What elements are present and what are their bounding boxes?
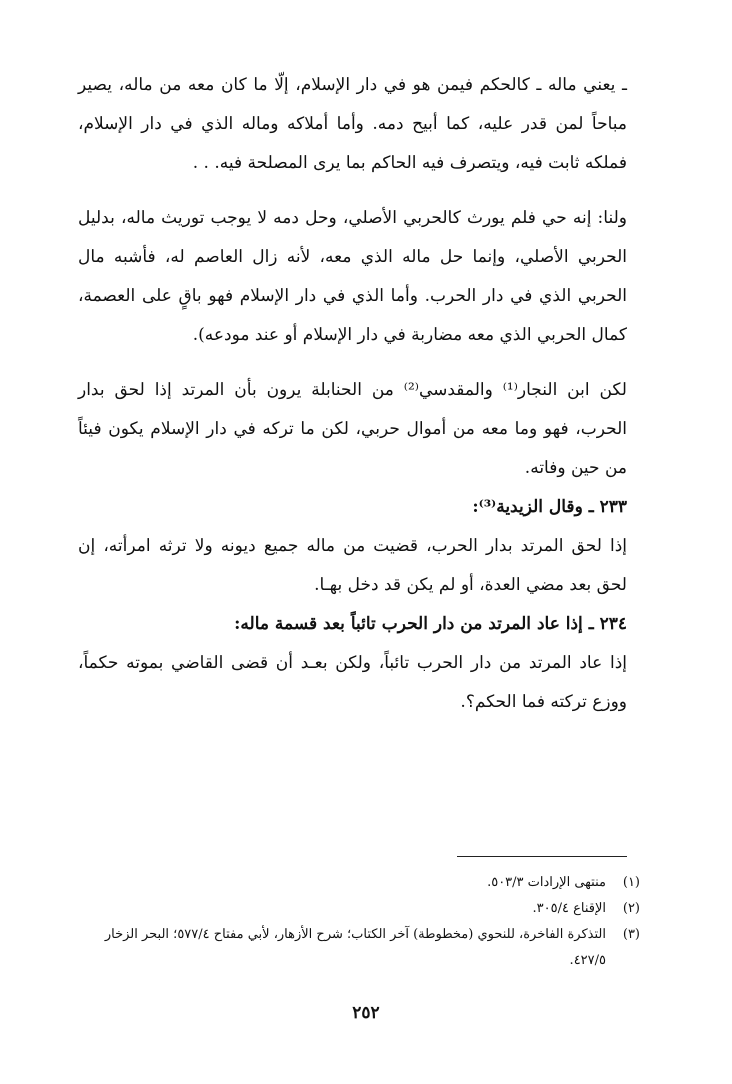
footnote-number: (١) [622, 875, 640, 890]
page-number: ٢٥٢ [352, 1003, 380, 1023]
footnote-number: (٣) [622, 927, 640, 942]
paragraph-4: إذا لحق المرتد بدار الحرب، قضيت من ماله جميع ديونه ولا ترثه امرأته، إن لحق بعد مضي العدة، أو لم يكن قد دخل بهـا. [78, 536, 627, 595]
footnote-text: التذكرة الفاخرة، للنحوي (مخطوطة) آخر الكتاب؛ شرح الأزهار، لأبي مفتاح ٥٧٧/٤؛ البحر الزخار ٤٢٧/٥. [104, 927, 606, 968]
section-heading-233: ٢٣٣ ـ وقال الزيدية⁽³⁾: [472, 497, 627, 517]
paragraph-5: إذا عاد المرتد من دار الحرب تائباً، ولكن بعـد أن قضى القاضي بموته حكماً، ووزع تركته فما الحكم؟. [78, 653, 627, 712]
paragraph-3: لكن ابن النجار⁽¹⁾ والمقدسي⁽²⁾ من الحنابلة يرون بأن المرتد إذا لحق بدار الحرب، فهو وما معه من أموال حربي، لكن ما تركه في دار الإسلام يكون فيئاً من حين وفاته. [78, 380, 627, 478]
footnote-2 [78, 896, 640, 922]
footnote-1 [78, 870, 640, 896]
footnotes [78, 870, 640, 974]
section-heading-234: ٢٣٤ ـ إذا عاد المرتد من دار الحرب تائباً بعد قسمة ماله: [234, 614, 627, 634]
page-body [78, 66, 627, 722]
paragraph-2: ولنا: إنه حي فلم يورث كالحربي الأصلي، وحل دمه لا يوجب توريث ماله، بدليل الحربي الأصلي، وإنما حل ماله الذي معه، لأنه زال العاصم له، فأشبه مال الحربي الذي في دار الحرب. وأما الذي في دار الإسلام فهو باقٍ على العصمة، كمال الحربي الذي معه مضاربة في دار الإسلام أو عند مودعه). [78, 208, 627, 345]
paragraph-1: ـ يعني ماله ـ كالحكم فيمن هو في دار الإسلام، إلّا ما كان معه من ماله، يصير مباحاً لمن قدر عليه، كما أبيح دمه. وأما أملاكه وماله الذي في دار الإسلام، فملكه ثابت فيه، ويتصرف فيه الحاكم بما يرى المصلحة فيه. . . [78, 75, 627, 173]
footnote-text: الإقناع ٣٠٥/٤. [532, 901, 606, 916]
footnote-number: (٢) [622, 901, 640, 916]
footnote-3 [78, 922, 640, 974]
footnote-divider [457, 856, 627, 857]
footnote-text: منتهى الإرادات ٥٠٣/٣. [487, 875, 606, 890]
